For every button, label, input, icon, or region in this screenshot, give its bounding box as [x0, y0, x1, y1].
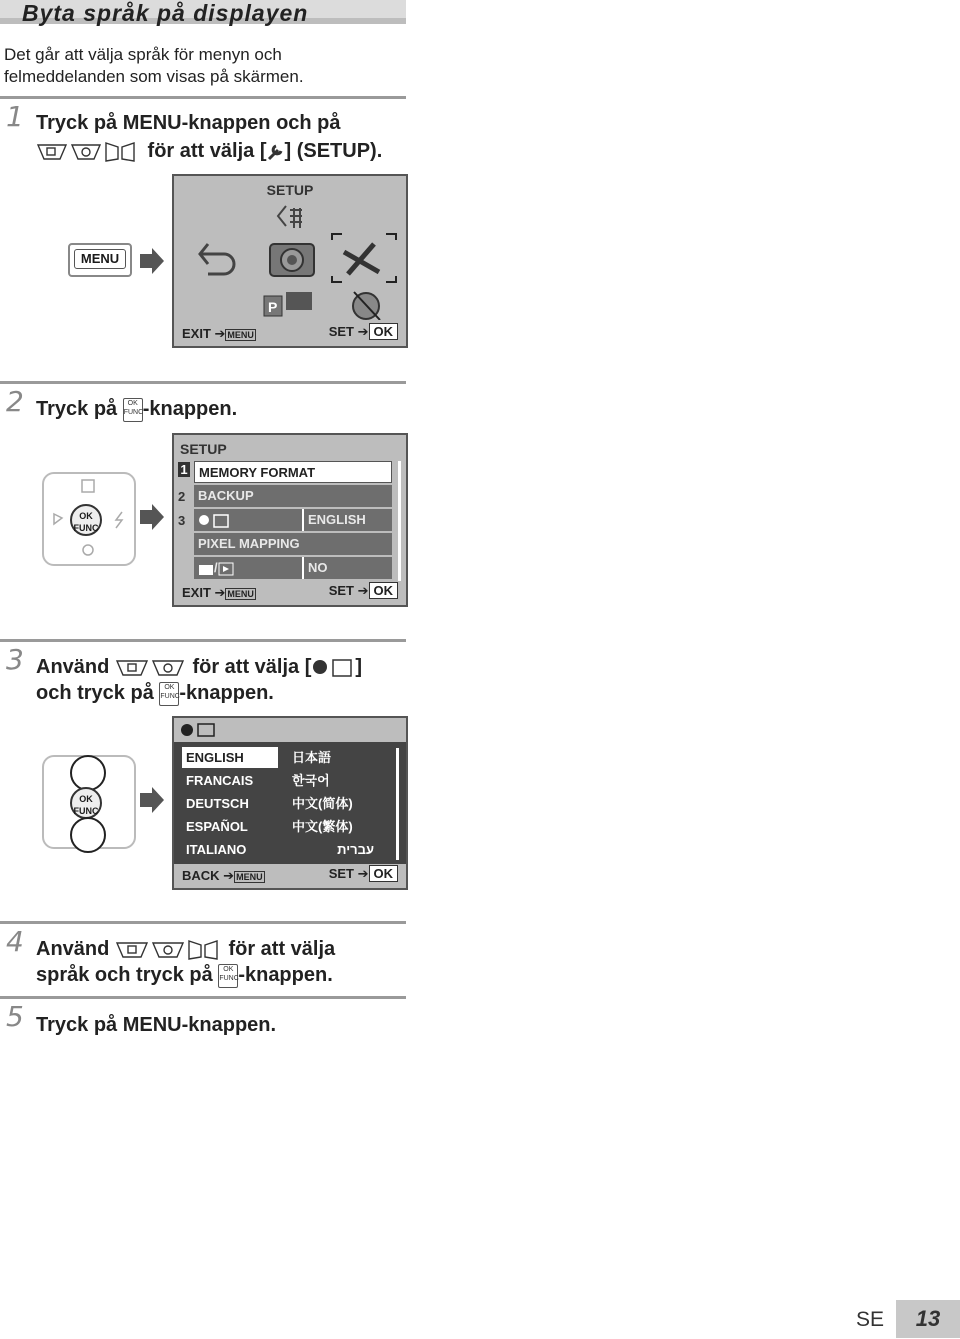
- ok-func-icon: [123, 398, 143, 422]
- step-text: för att välja [: [142, 140, 267, 162]
- step-text: -knappen.: [238, 964, 333, 986]
- menu-row-language[interactable]: [194, 509, 392, 531]
- menu-row-camera-playback[interactable]: [194, 557, 392, 579]
- step-text: Tryck på: [36, 112, 123, 134]
- menu-row-memory-format[interactable]: [194, 461, 392, 483]
- row-label: BACKUP: [198, 488, 254, 503]
- step-number: 4: [6, 925, 24, 958]
- camera-icon: [198, 562, 214, 576]
- ok-label: OK: [79, 794, 93, 804]
- lang-japanese[interactable]: 日本語: [292, 750, 332, 765]
- menu-key-label: MENU: [122, 1014, 182, 1036]
- menu-button: [68, 243, 132, 277]
- playback-icon: [218, 562, 234, 576]
- svg-text:P: P: [268, 299, 278, 315]
- lcd-screen-language: [172, 716, 408, 890]
- language-code: SE: [855, 1308, 884, 1331]
- divider: [0, 96, 406, 99]
- lang-hebrew[interactable]: עברית: [337, 842, 374, 857]
- lcd-title: SETUP: [266, 182, 314, 198]
- lang-english[interactable]: ENGLISH: [182, 747, 278, 768]
- lang-korean[interactable]: 한국어: [292, 773, 330, 788]
- lang-francais[interactable]: FRANCAIS: [186, 773, 254, 788]
- row-number: 3: [178, 513, 186, 528]
- lang-chinese-traditional[interactable]: 中文(繁体): [292, 819, 353, 834]
- step-text: Använd: [36, 938, 115, 960]
- step-text: -knappen.: [179, 682, 274, 704]
- language-icon: [198, 513, 232, 529]
- step-2-text: [36, 396, 237, 422]
- arrow-right-icon: [138, 502, 166, 532]
- row-value: ENGLISH: [302, 509, 366, 531]
- back-label: BACK: [182, 868, 220, 883]
- exit-label: EXIT: [182, 585, 211, 600]
- lang-espanol[interactable]: ESPAÑOL: [186, 819, 248, 834]
- step-number: 1: [6, 100, 24, 133]
- divider: [0, 921, 406, 924]
- ok-func-icon: [218, 964, 238, 988]
- set-label: SET: [328, 866, 354, 881]
- step-text: för att välja [: [186, 656, 312, 678]
- exit-label: EXIT: [182, 326, 211, 341]
- up-key-highlight: [70, 755, 106, 791]
- step-text: Tryck på: [36, 398, 123, 420]
- scrollbar: [398, 461, 401, 581]
- exit-hint: EXIT ➔ MENU: [182, 585, 254, 600]
- arrow-right-icon: [138, 785, 166, 815]
- step-text: -knappen.: [142, 398, 238, 420]
- step-text: -knappen och på: [181, 112, 341, 134]
- back-key: MENU: [236, 872, 263, 882]
- step-number: 3: [6, 643, 24, 676]
- step-text: för att välja: [222, 938, 336, 960]
- ok-func-button: [70, 787, 102, 819]
- set-key: OK: [369, 323, 399, 340]
- down-key-highlight: [70, 817, 106, 853]
- lcd-screen-setup-list: [172, 433, 408, 607]
- ok-label: OK: [127, 399, 138, 407]
- set-hint: SET ➔ OK: [329, 866, 398, 882]
- up-down-icons: [115, 657, 187, 679]
- ok-func-icon: [159, 682, 179, 706]
- step-text: -knappen.: [181, 1014, 277, 1036]
- lang-chinese-simplified[interactable]: 中文(简体): [292, 796, 353, 811]
- lcd-title: SETUP: [180, 441, 227, 457]
- func-label: FUNC: [160, 692, 180, 700]
- dpad-arrow-icons: [44, 474, 134, 564]
- step-4-text: [36, 936, 406, 988]
- menu-key-label: MENU: [122, 112, 182, 134]
- scrollbar: [396, 748, 399, 860]
- step-text: ]: [355, 656, 363, 678]
- back-hint: BACK ➔ MENU: [182, 868, 263, 883]
- mode-icons: [194, 200, 404, 320]
- dpad-graphic: [42, 472, 136, 566]
- set-hint: SET ➔ OK: [329, 324, 398, 340]
- lcd-screen-setup-menu: [172, 174, 408, 348]
- page-title: Byta språk på displayen: [22, 0, 309, 26]
- step-number: 2: [6, 385, 24, 418]
- set-key: OK: [369, 582, 399, 599]
- step-text: Använd: [36, 656, 115, 678]
- wrench-icon: [266, 142, 284, 162]
- dpad-graphic: [42, 755, 136, 849]
- menu-row-backup[interactable]: [194, 485, 392, 507]
- exit-hint: EXIT ➔ MENU: [182, 326, 254, 341]
- menu-button-label: MENU: [74, 249, 126, 269]
- row-number: 1: [178, 462, 190, 477]
- step-text: och tryck på: [36, 682, 160, 704]
- row-label: MEMORY FORMAT: [199, 465, 316, 480]
- dpad-icons: [36, 141, 142, 163]
- row-label: PIXEL MAPPING: [198, 536, 300, 551]
- divider: [0, 996, 406, 999]
- lang-deutsch[interactable]: DEUTSCH: [186, 796, 249, 811]
- divider: [0, 381, 406, 384]
- set-key: OK: [369, 865, 399, 882]
- func-label: FUNC: [219, 974, 239, 982]
- func-label: FUNC: [123, 408, 144, 416]
- step-number: 5: [6, 1000, 24, 1033]
- step-text: ] (SETUP).: [284, 140, 383, 162]
- lang-italiano[interactable]: ITALIANO: [186, 842, 247, 857]
- language-icon: [180, 722, 220, 738]
- ok-label: OK: [79, 511, 93, 521]
- step-text: Tryck på: [36, 1014, 123, 1036]
- step-text: språk och tryck på: [36, 964, 219, 986]
- exit-key: MENU: [227, 589, 254, 599]
- divider: [0, 639, 406, 642]
- intro-text: Det går att välja språk för menyn och felmeddelanden som visas på skärmen.: [4, 45, 304, 86]
- lcd-header: [174, 718, 406, 742]
- exit-key: MENU: [227, 330, 254, 340]
- row-value: NO: [302, 557, 328, 579]
- dpad-icons: [115, 939, 223, 961]
- step-5-text: [36, 1012, 276, 1038]
- arrow-right-icon: [138, 246, 166, 276]
- row-number: 2: [178, 489, 186, 504]
- page-number: 13: [896, 1300, 960, 1338]
- language-icon: [311, 658, 355, 678]
- ok-label: OK: [223, 965, 234, 973]
- step-1-text: [36, 110, 406, 164]
- set-hint: SET ➔ OK: [329, 583, 398, 599]
- ok-label: OK: [164, 683, 175, 691]
- set-label: SET: [328, 583, 354, 598]
- menu-row-pixel-mapping[interactable]: [194, 533, 392, 555]
- func-label: FUNC: [73, 806, 99, 816]
- step-3-text: [36, 654, 406, 706]
- row-label: /: [214, 560, 218, 575]
- set-label: SET: [328, 324, 354, 339]
- func-label: FUNC: [73, 523, 99, 533]
